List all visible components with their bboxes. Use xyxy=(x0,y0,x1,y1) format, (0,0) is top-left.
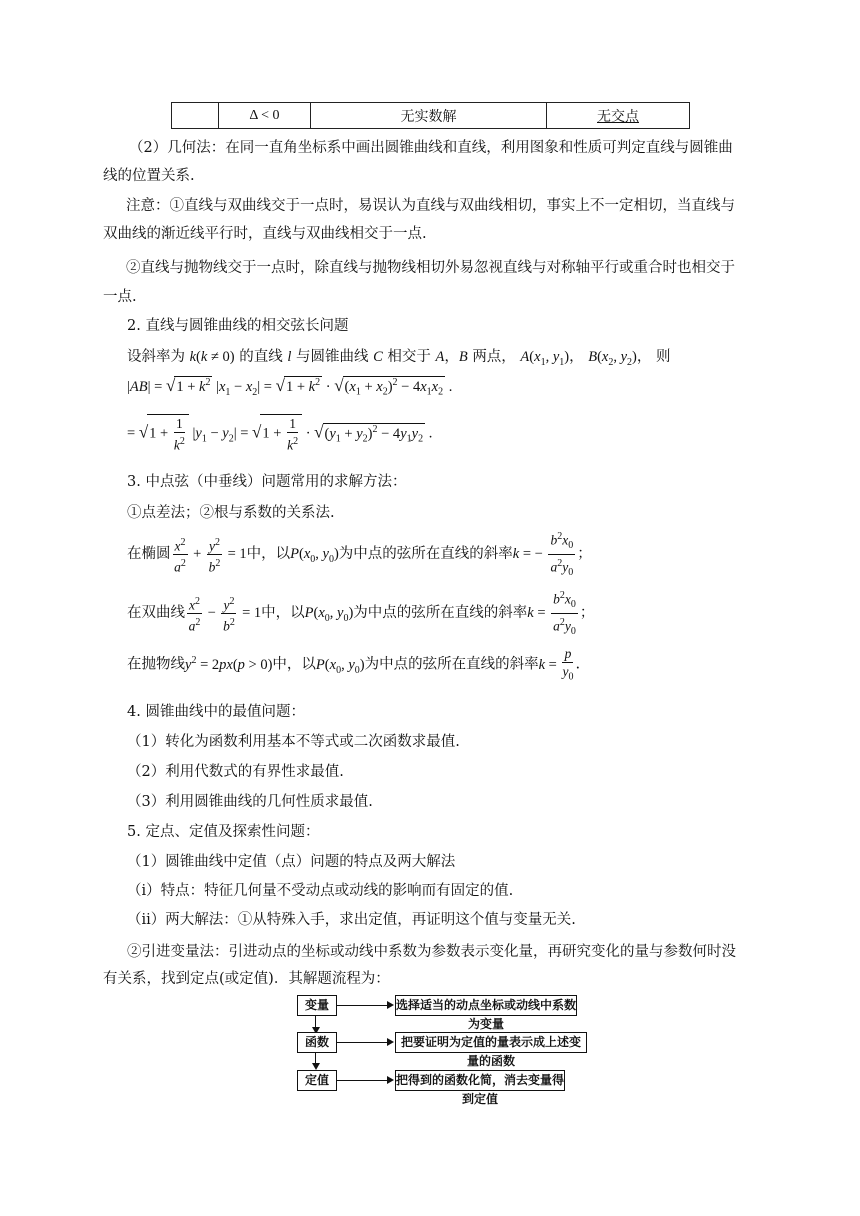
table-cell-intersection: 无交点 xyxy=(547,103,690,129)
note1-line1: 注意：①直线与双曲线交于一点时，易误认为直线与双曲线相切，事实上不一定相切，当直线与 xyxy=(126,198,735,214)
table-row xyxy=(172,103,690,129)
flow-arrow xyxy=(336,1080,389,1081)
flow-arrow xyxy=(336,1042,389,1043)
section4-item: （2）利用代数式的有界性求最值. xyxy=(127,764,344,780)
flow-step-constant: 定值 xyxy=(297,1070,337,1091)
hyperbola-slope-line: 在双曲线 $\frac{x^2}{a^2}$ − $\frac{y^2}{b^2}$ = 1中，以$P(x_0$, $y_0$)为中点的弦所在直线的斜率k = $\frac{b^2x_0}{a^2y_0}$ ； xyxy=(127,587,594,640)
flow-arrowhead xyxy=(312,1063,320,1070)
section2-intro: 设斜率为 k(k ≠ 0) 的直线 l 与圆锥曲线 C 相交于 A，B 两点， $A(x_1$, $y_1$)， $B(x_2$, $y_2$)， 则 xyxy=(127,349,671,368)
geom-method-line2: 线的位置关系. xyxy=(103,168,195,184)
table-cell-solution: 无实数解 xyxy=(311,103,547,129)
table-cell-condition: Δ < 0 xyxy=(219,103,311,129)
flow-desc-constant: 把得到的函数化简，消去变量得到定值 xyxy=(395,1070,565,1091)
section3-title: 3. 中点弦（中垂线）问题常用的求解方法： xyxy=(127,474,407,490)
chord-length-formula-x: $|AB| = √1 + k^2$ $|x_1 - x_2| = √1 + k^2 \cdot √(x_1 + x_2)^2 - 4x_1x_2$ . xyxy=(127,376,453,398)
flow-desc-variable: 选择适当的动点坐标或动线中系数为变量 xyxy=(395,995,577,1016)
flow-desc-function: 把要证明为定值的量表示成上述变量的函数 xyxy=(395,1032,587,1053)
chord-length-formula-y: = √1 + $\frac{1}{k^2}$ $|y_1 - y_2| = √1$ + $\frac{1}{k^2}$ · $√(y_1 + y_2)^2 - 4y_1y_2$ . xyxy=(127,416,433,453)
note1-line2: 双曲线的渐近线平行时，直线与双曲线相交于一点. xyxy=(103,226,427,242)
section4-item: （1）转化为函数利用基本不等式或二次函数求最值. xyxy=(127,734,460,750)
section5-title: 5. 定点、定值及探索性问题： xyxy=(127,824,320,840)
result-table xyxy=(171,102,690,129)
note2-line1: ②直线与抛物线交于一点时，除直线与抛物线相切外易忽视直线与对称轴平行或重合时也相交于 xyxy=(126,260,735,276)
flow-arrowhead xyxy=(387,1038,394,1046)
flow-step-variable: 变量 xyxy=(297,995,337,1016)
ellipse-slope-line: 在椭圆 $\frac{x^2}{a^2}$ + $\frac{y^2}{b^2}$ = 1中，以$P(x_0$, $y_0$)为中点的弦所在直线的斜率k = − $\frac{b^2x_0}{a^2y_0}$ ； xyxy=(127,528,592,581)
geom-method-line1: （2）几何法：在同一直角坐标系中画出圆锥曲线和直线，利用图象和性质可判定直线与圆锥曲 xyxy=(129,140,733,156)
flow-arrowhead xyxy=(387,1076,394,1084)
parabola-slope-line: 在抛物线$y^2 = 2px(p > 0)$中，以$P(x_0$, $y_0$)为中点的弦所在直线的斜率k = $\frac{p}{y_0}$ . xyxy=(127,646,581,683)
flow-arrow xyxy=(336,1005,389,1006)
section5-feature: （ⅰ）特点：特征几何量不受动点或动线的影响而有固定的值. xyxy=(127,883,514,899)
section4-item: （3）利用圆锥曲线的几何性质求最值. xyxy=(127,794,373,810)
section5-method2-line1: ②引进变量法：引进动点的坐标或动线中系数为参数表示变化量，再研究变化的量与参数何时没 xyxy=(127,944,736,960)
table-cell xyxy=(172,103,219,129)
note2-line2: 一点. xyxy=(103,289,137,305)
flow-arrowhead xyxy=(387,1001,394,1009)
solution-flowchart xyxy=(285,990,595,1106)
section3-methods: ①点差法；②根与系数的关系法. xyxy=(127,505,335,521)
section2-title: 2. 直线与圆锥曲线的相交弦长问题 xyxy=(127,318,349,334)
section5-sub1: （1）圆锥曲线中定值（点）问题的特点及两大解法 xyxy=(127,854,456,870)
section4-title: 4. 圆锥曲线中的最值问题： xyxy=(127,704,305,720)
section5-method2-line2: 有关系，找到定点(或定值)．其解题流程为： xyxy=(103,971,390,987)
section5-methods: （ⅱ）两大解法：①从特殊入手，求出定值，再证明这个值与变量无关. xyxy=(127,912,576,928)
flow-step-function: 函数 xyxy=(297,1032,337,1053)
